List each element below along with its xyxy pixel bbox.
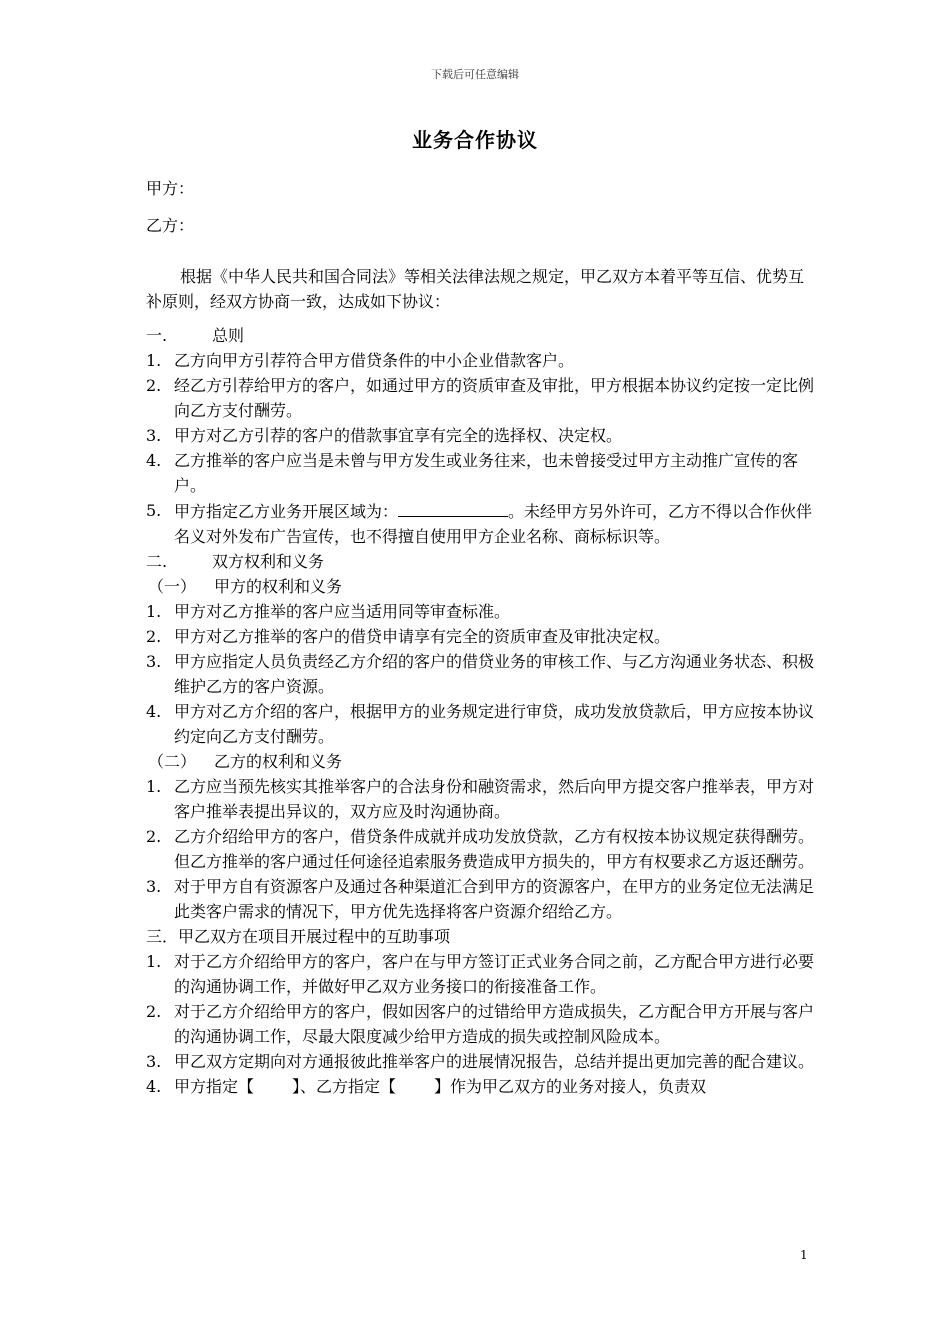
list-item <box>146 624 816 649</box>
item-number: 1. <box>146 952 162 971</box>
item-text-part: 】作为甲乙双方的业务对接人，负责双 <box>434 1077 707 1096</box>
subsection-number: （一） <box>148 577 197 596</box>
item-number: 1. <box>146 602 162 621</box>
item-number: 1. <box>146 351 162 370</box>
list-item <box>146 498 816 549</box>
item-number: 4. <box>146 1077 162 1096</box>
item-text-part: 】、乙方指定【 <box>292 1077 397 1096</box>
region-blank-field <box>398 498 508 517</box>
list-item <box>146 1049 816 1074</box>
item-number: 5. <box>146 501 162 520</box>
item-number: 2. <box>146 627 162 646</box>
item-text: 经乙方引荐给甲方的客户，如通过甲方的资质审查及审批，甲方根据本协议约定按一定比例向乙方支付酬劳。 <box>174 376 815 420</box>
item-text: 乙方介绍给甲方的客户，借贷条件成就并成功发放贷款，乙方有权按本协议规定获得酬劳。但乙方推举的客户通过任何途径追索服务费造成甲方损失的，甲方有权要求乙方返还酬劳。 <box>174 827 815 871</box>
party-b-label: 乙方： <box>146 216 195 235</box>
section-title: 双方权利和义务 <box>212 552 325 571</box>
party-a-label: 甲方： <box>146 179 195 198</box>
section-heading: 三．甲乙双方在项目开展过程中的互助事项 <box>146 927 451 946</box>
subsection-title: 乙方的权利和义务 <box>214 752 343 771</box>
section-heading <box>146 549 816 574</box>
header-note: 下载后可任意编辑 <box>431 68 519 81</box>
item-text-part: 甲方指定乙方业务开展区域为： <box>174 502 399 521</box>
list-item <box>146 824 816 874</box>
list-item <box>146 448 816 498</box>
item-number: 3. <box>146 426 162 445</box>
item-number: 4. <box>146 702 162 721</box>
list-item <box>146 949 816 999</box>
page-number: 1 <box>800 1248 808 1262</box>
list-item <box>146 874 816 924</box>
item-text: 乙方推举的客户应当是未曾与甲方发生或业务往来，也未曾接受过甲方主动推广宣传的客户。 <box>174 451 799 495</box>
item-text-part: 甲方指定【 <box>174 1077 255 1096</box>
item-number: 2. <box>146 827 162 846</box>
subsection-title: 甲方的权利和义务 <box>214 577 343 596</box>
intro-paragraph: 根据《中华人民共和国合同法》等相关法律法规之规定，甲乙双方本着平等互信、优势互补原则，经双方协商一致，达成如下协议： <box>146 267 805 311</box>
list-item <box>146 649 816 699</box>
item-number: 3. <box>146 652 162 671</box>
list-item <box>146 699 816 749</box>
document-title: 业务合作协议 <box>412 128 538 152</box>
item-number: 3. <box>146 877 162 896</box>
section-number: 二. <box>146 552 168 571</box>
item-text: 对于乙方介绍给甲方的客户，客户在与甲方签订正式业务合同之前，乙方配合甲方进行必要的沟通协调工作，并做好甲乙双方业务接口的衔接准备工作。 <box>174 952 815 996</box>
item-text: 乙方应当预先核实其推举客户的合法身份和融资需求，然后向甲方提交客户推举表，甲方对客户推举表提出异议的，双方应及时沟通协商。 <box>174 777 815 821</box>
item-text <box>174 498 816 549</box>
subsection-number: （二） <box>148 752 197 771</box>
subsection-heading <box>146 749 816 774</box>
item-number: 2. <box>146 376 162 395</box>
item-number: 3. <box>146 1052 162 1071</box>
section-number: 一. <box>146 326 168 345</box>
list-item <box>146 999 816 1049</box>
item-text: 对于乙方介绍给甲方的客户，假如因客户的过错给甲方造成损失，乙方配合甲方开展与客户的沟通协调工作，尽最大限度减少给甲方造成的损失或控制风险成本。 <box>174 1002 815 1046</box>
item-number: 4. <box>146 451 162 470</box>
item-text: 甲方应指定人员负责经乙方介绍的客户的借贷业务的审核工作、与乙方沟通业务状态、积极维护乙方的客户资源。 <box>174 652 815 696</box>
item-text: 甲方对乙方介绍的客户，根据甲方的业务规定进行审贷，成功发放贷款后，甲方应按本协议约定向乙方支付酬劳。 <box>174 702 815 746</box>
list-item <box>146 599 816 624</box>
item-text: 甲方对乙方推举的客户的借贷申请享有完全的资质审查及审批决定权。 <box>174 627 671 646</box>
list-item <box>146 348 816 373</box>
item-text: 乙方向甲方引荐符合甲方借贷条件的中小企业借款客户。 <box>174 351 575 370</box>
item-number: 1. <box>146 777 162 796</box>
list-item <box>146 774 816 824</box>
item-number: 2. <box>146 1002 162 1021</box>
item-text: 甲方对乙方推举的客户应当适用同等审查标准。 <box>174 602 511 621</box>
list-item <box>146 1074 816 1099</box>
item-text: 甲方对乙方引荐的客户的借款事宜享有完全的选择权、决定权。 <box>174 426 623 445</box>
list-item <box>146 373 816 423</box>
section-heading <box>146 323 816 348</box>
item-text: 对于甲方自有资源客户及通过各种渠道汇合到甲方的资源客户，在甲方的业务定位无法满足此类客户需求的情况下，甲方优先选择将客户资源介绍给乙方。 <box>174 877 815 921</box>
subsection-heading <box>146 574 816 599</box>
list-item <box>146 423 816 448</box>
agreement-body <box>146 323 816 1099</box>
item-text <box>174 1074 816 1099</box>
section-title: 总则 <box>212 326 245 345</box>
item-text: 甲乙双方定期向对方通报彼此推举客户的进展情况报告，总结并提出更加完善的配合建议。 <box>174 1052 815 1071</box>
item-text-part: 。未经甲方另外许可，乙方不得以合作伙伴名义对外发布广告宣传，也不得擅自使用甲方企业名称、商标标识等。 <box>174 502 813 546</box>
